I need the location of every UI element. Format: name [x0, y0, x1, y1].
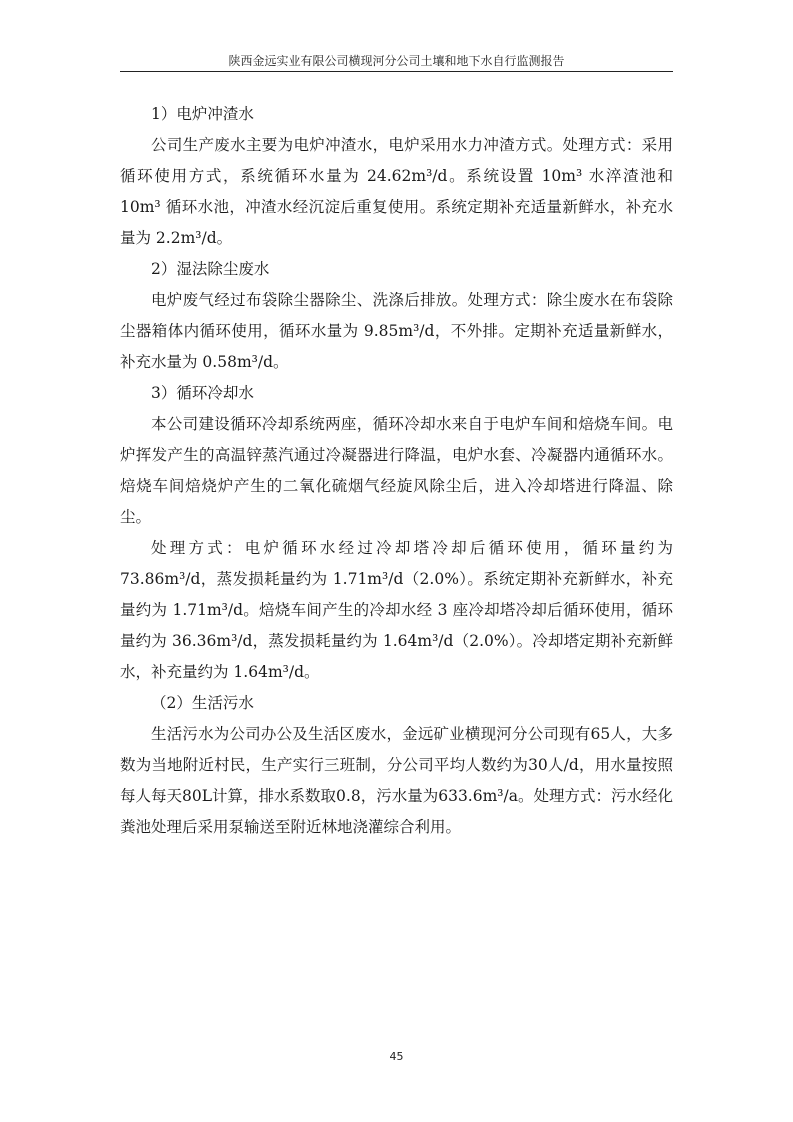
- paragraph-domestic-sewage: 生活污水为公司办公及生活区废水，金远矿业横现河分公司现有65人，大多数为当地附近村民，生产实行三班制，分公司平均人数约为30人/d，用水量按照每人每天80L计算，排水系数取0.8，污水量为633.6m³/a。处理方式：污水经化粪池处理后采用泵输送至附近林地浇灌综合利用。: [120, 725, 673, 836]
- paragraph-cooling-treatment: 处理方式：电炉循环水经过冷却塔冷却后循环使用，循环量约为 73.86m³/d，蒸发损耗量约为 1.71m³/d（2.0%）。系统定期补充新鲜水，补充量约为 1.71m³/d。焙烧车间产生的冷却水经 3 座冷却塔冷却后循环使用，循环量约为 36.36m³/d，蒸发损耗量约为 1.64m³/d（2.0%）。冷却塔定期补充新鲜水，补充量约为 1.64m³/d。: [120, 539, 673, 681]
- paragraph-furnace-slag-water: 公司生产废水主要为电炉冲渣水，电炉采用水力冲渣方式。处理方式：采用循环使用方式，系统循环水量为 24.62m³/d。系统设置 10m³ 水淬渣池和 10m³ 循环水池，冲渣水经沉淀后重复使用。系统定期补充适量新鲜水，补充水量为 2.2m³/d。: [120, 136, 673, 247]
- paragraph-cooling-system: 本公司建设循环冷却系统两座，循环冷却水来自于电炉车间和焙烧车间。电炉挥发产生的高温锌蒸汽通过冷凝器进行降温，电炉水套、冷凝器内通循环水。焙烧车间焙烧炉产生的二氧化硫烟气经旋风除尘后，进入冷却塔进行降温、除尘。: [120, 415, 673, 526]
- header-divider: [120, 71, 673, 72]
- section-heading-wet-dust-removal: 2）湿法除尘废水: [151, 260, 270, 278]
- page-number: 45: [389, 1050, 404, 1063]
- section-heading-cooling-water: 3）循环冷却水: [151, 384, 254, 402]
- header-title: 陕西金远实业有限公司横现河分公司土壤和地下水自行监测报告: [228, 54, 565, 68]
- document-body: [120, 99, 673, 843]
- paragraph-wet-dust-removal: 电炉废气经过布袋除尘器除尘、洗涤后排放。处理方式：除尘废水在布袋除尘器箱体内循环使用，循环水量为 9.85m³/d，不外排。定期补充适量新鲜水，补充水量为 0.58m³/d。: [120, 291, 673, 371]
- section-heading-furnace-slag-water: 1）电炉冲渣水: [151, 105, 254, 123]
- section-heading-domestic-sewage: （2）生活污水: [151, 694, 254, 712]
